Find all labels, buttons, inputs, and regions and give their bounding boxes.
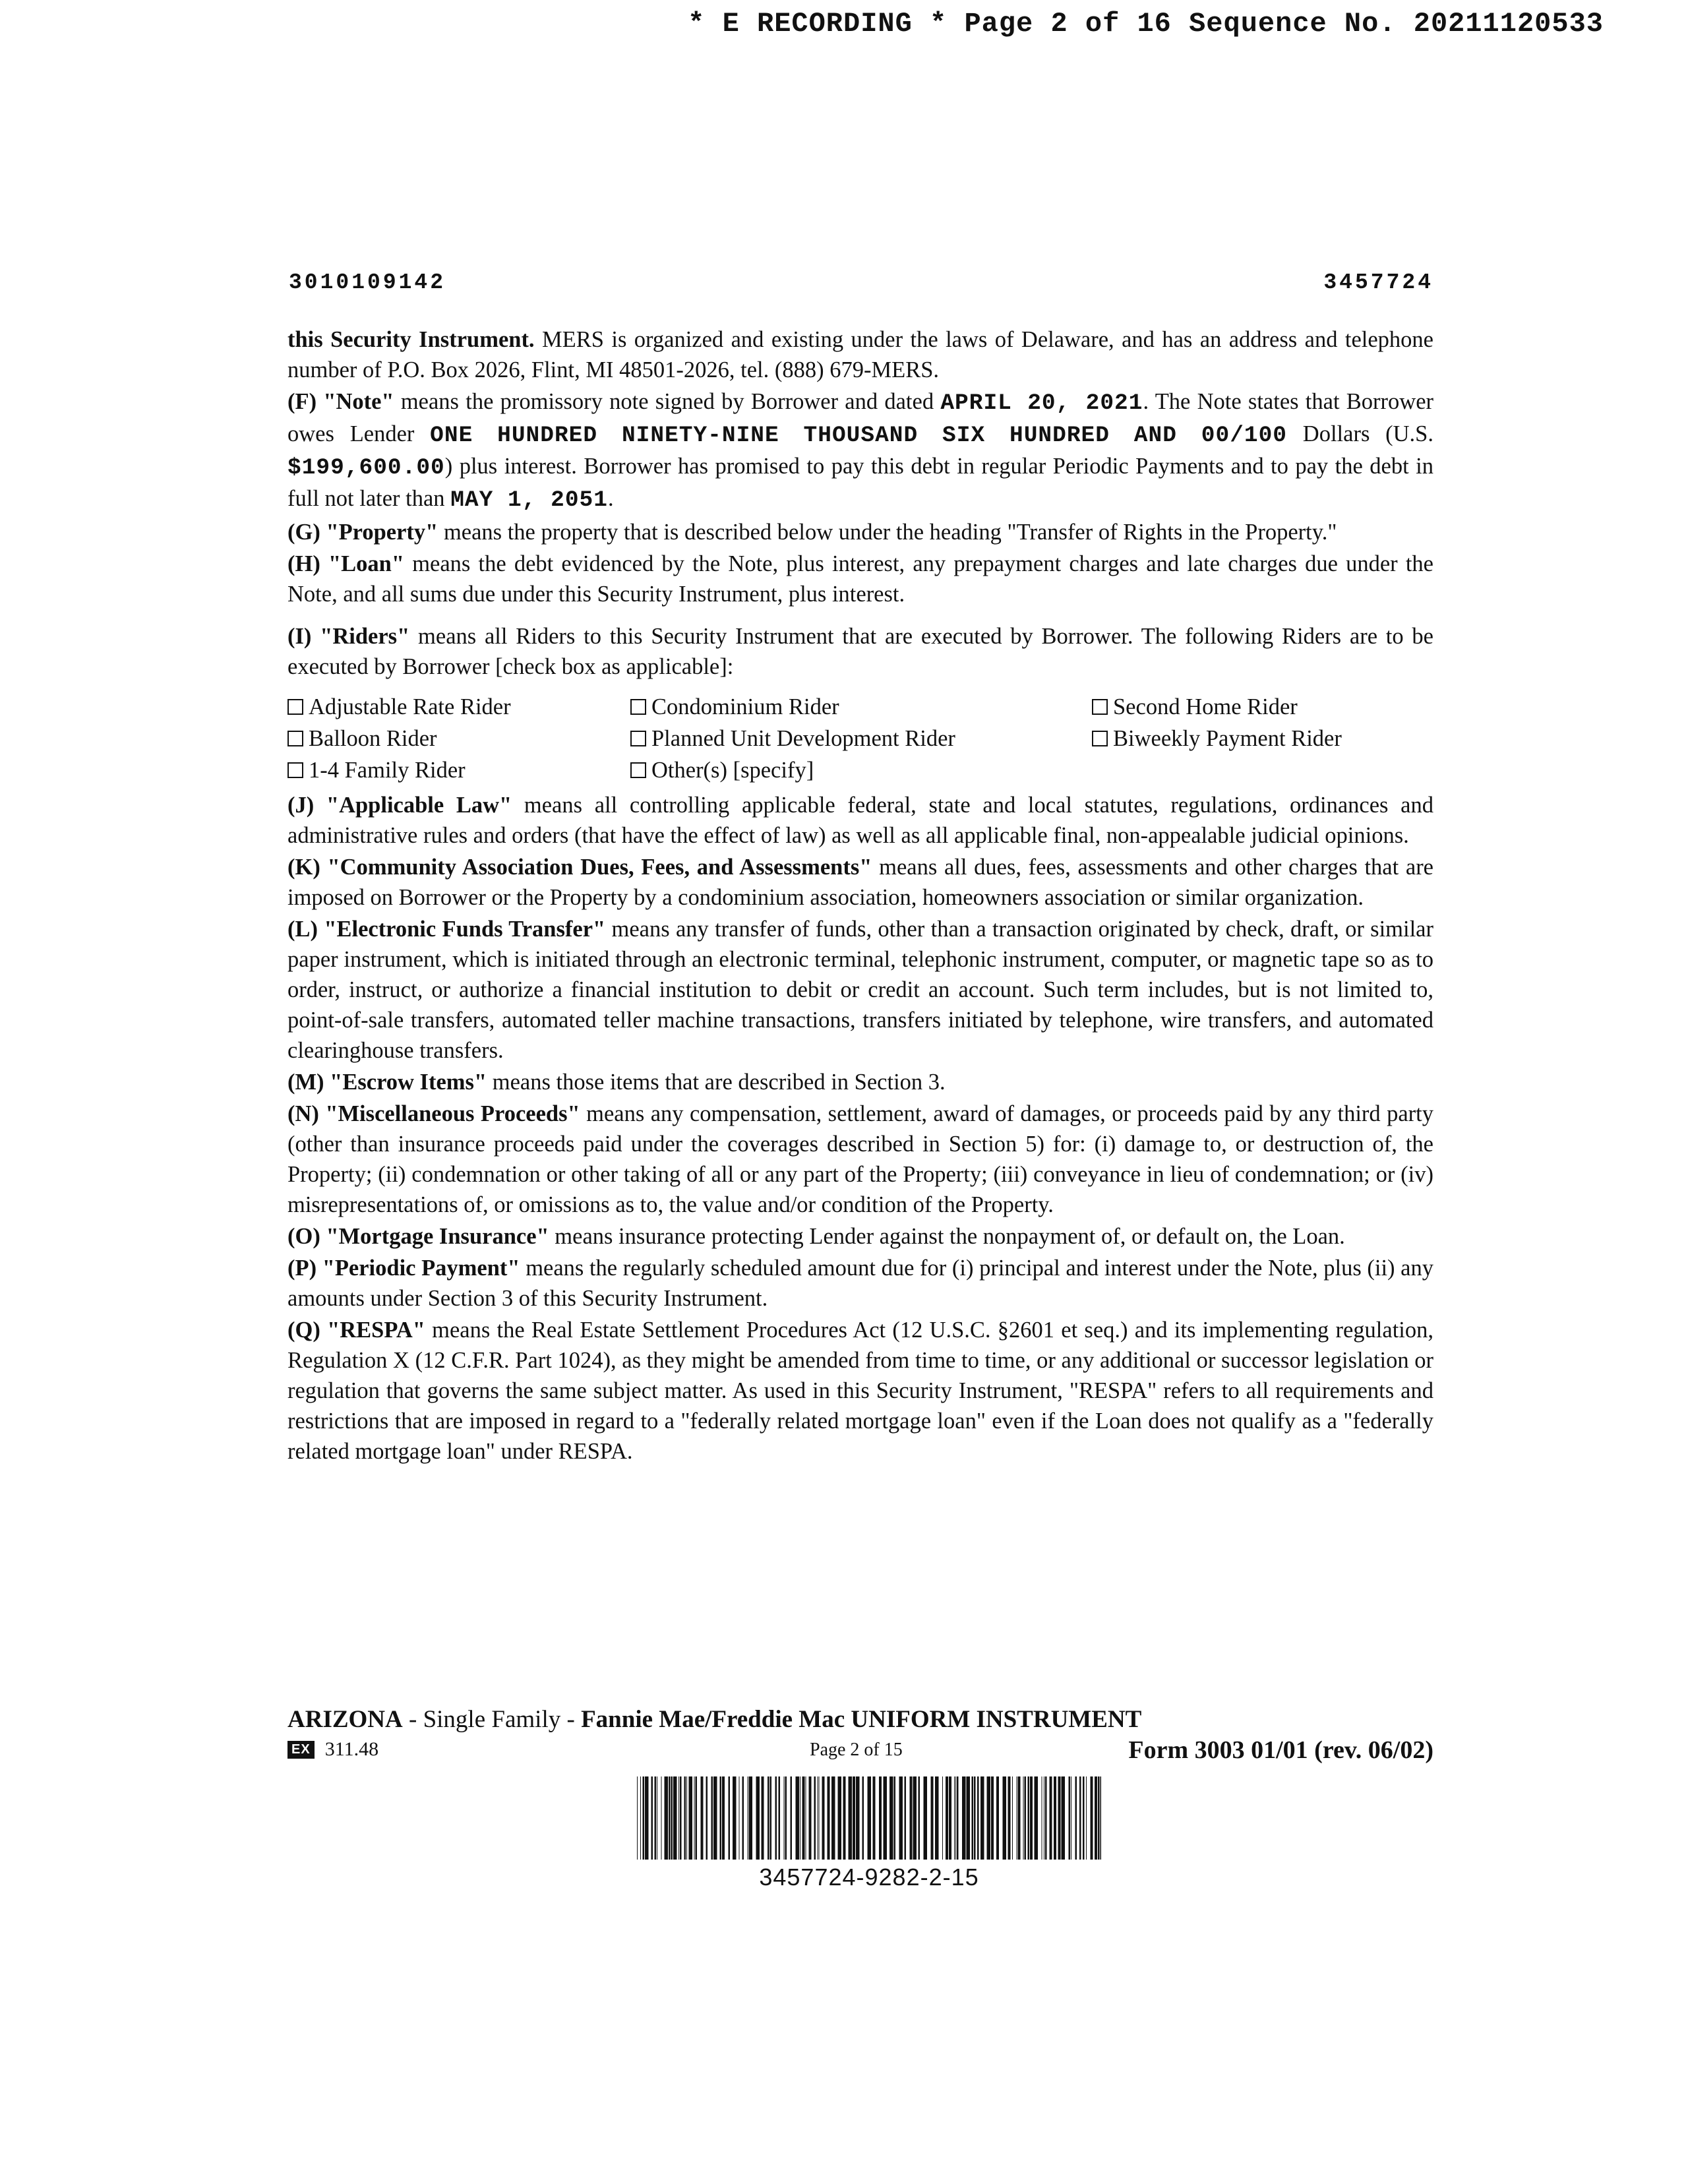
loan-numbers (289, 270, 1433, 295)
rider-option[interactable] (287, 723, 630, 754)
checkbox-icon[interactable] (287, 699, 303, 715)
def-text: means all Riders to this Security Instrument that are executed by Borrower. The following Riders are to be executed by Borrower [check box as applicable]: (287, 624, 1433, 679)
checkbox-icon[interactable] (1092, 699, 1108, 715)
definition-paragraph (287, 549, 1433, 609)
def-text: ) plus interest. Borrower has promised to pay this debt in regular Periodic Payments and to pay the debt in full not later than (287, 454, 1433, 511)
def-text: means any transfer of funds, other than a transaction originated by check, draft, or similar paper instrument, which is initiated through an electronic terminal, telephonic instrument, computer, or magnetic tape so as to order, instruct, or authorize a financial institution to debit or credit an account. Such term includes, but is not limited to, point-of-sale transfers, automated teller machine transactions, transfers initiated by telephone, wire transfers, and automated clearinghouse transfers. (287, 917, 1433, 1063)
def-term: "Mortgage Insurance" (326, 1224, 549, 1249)
definition-paragraph (287, 1099, 1433, 1220)
mers-paragraph (287, 324, 1433, 385)
footer-code (287, 1738, 378, 1761)
barcode-number: 3457724-9282-2-15 (759, 1864, 979, 1891)
rider-label: Second Home Rider (1113, 694, 1298, 719)
def-text: means all controlling applicable federal, state and local statutes, regulations, ordinances and administrative rules and orders (that have the effect of law) as well as all applicable final, non-appealable judicial opinions. (287, 793, 1433, 848)
footer-instrument: Fannie Mae/Freddie Mac UNIFORM INSTRUMENT (581, 1706, 1142, 1733)
rider-label: Adjustable Rate Rider (309, 694, 511, 719)
def-term: "RESPA" (327, 1318, 425, 1343)
note-maturity-date: MAY 1, 2051 (450, 487, 608, 513)
def-letter: (H) (287, 551, 328, 576)
footer-meta (287, 1736, 1433, 1766)
definition-paragraph (287, 1253, 1433, 1314)
def-letter: (F) (287, 389, 324, 414)
recording-header: * E RECORDING * Page 2 of 16 Sequence No. 20211120533 (688, 8, 1604, 40)
definitions-group-b (287, 790, 1433, 1467)
def-letter: (L) (287, 917, 324, 942)
footer-sep: - (560, 1706, 582, 1733)
def-term: "Applicable Law" (326, 793, 512, 818)
def-letter: (I) (287, 624, 320, 649)
def-text: means all dues, fees, assessments and other charges that are imposed on Borrower or the Property by a condominium association, homeowners association or similar organization. (287, 855, 1433, 910)
note-date: APRIL 20, 2021 (940, 390, 1143, 416)
def-text: means the debt evidenced by the Note, plus interest, any prepayment charges and late charges due under the Note, and all sums due under this Security Instrument, plus interest. (287, 551, 1433, 607)
definition-paragraph (287, 621, 1433, 682)
def-term: "Property" (326, 520, 438, 545)
definition-paragraph (287, 1315, 1433, 1467)
definitions-group-a (287, 517, 1433, 682)
def-letter: (K) (287, 855, 328, 880)
rider-option (1092, 754, 1433, 786)
def-letter: (G) (287, 520, 326, 545)
def-term: "Miscellaneous Proceeds" (325, 1101, 580, 1126)
document-body (287, 324, 1433, 1468)
rider-label: 1-4 Family Rider (309, 758, 466, 783)
def-text: means any compensation, settlement, award of damages, or proceeds paid by any third party (other than insurance proceeds paid under the coverages described in Section 5) for: (i) damage to, or destruction of, the Property; (ii) condemnation or other taking of all or any part of the Property; (iii) conveyance in lieu of condemnation; or (iv) misrepresentations of, or omissions as to, the value and/or condition of the Property. (287, 1101, 1433, 1217)
checkbox-icon[interactable] (287, 731, 303, 746)
def-text: . (607, 486, 614, 511)
definition-note (287, 386, 1433, 516)
rider-option[interactable] (287, 691, 630, 723)
definition-paragraph (287, 517, 1433, 547)
def-letter: (P) (287, 1256, 322, 1281)
checkbox-icon[interactable] (630, 762, 646, 778)
barcode-image (637, 1776, 1101, 1860)
def-text: means the property that is described below under the heading "Transfer of Rights in the Property." (438, 520, 1337, 545)
rider-label: Biweekly Payment Rider (1113, 726, 1342, 751)
def-text: means those items that are described in Section 3. (487, 1070, 946, 1095)
definition-paragraph (287, 1067, 1433, 1097)
footer-page-number: Page 2 of 15 (810, 1740, 903, 1760)
def-term: "Riders" (320, 624, 410, 649)
rider-option[interactable] (287, 754, 630, 786)
rider-label: Condominium Rider (651, 694, 839, 719)
mers-text: MERS is organized and existing under the laws of Delaware, and has an address and telephone number of P.O. Box 2026, Flint, MI 48501-2026, tel. (888) 679-MERS. (287, 327, 1433, 382)
rider-label: Planned Unit Development Rider (651, 726, 955, 751)
def-term: "Note" (323, 389, 394, 414)
top-left-number: 3010109142 (289, 270, 446, 295)
footer-code-number: 311.48 (324, 1738, 379, 1760)
rider-option[interactable] (630, 691, 1092, 723)
rider-option[interactable] (630, 723, 1092, 754)
footer-title (287, 1705, 1433, 1734)
definition-paragraph (287, 1221, 1433, 1252)
top-right-number: 3457724 (1323, 270, 1433, 295)
rider-option[interactable] (630, 754, 1092, 786)
def-letter: (O) (287, 1224, 326, 1249)
def-term: "Loan" (328, 551, 405, 576)
footer-sep: - (402, 1706, 423, 1733)
checkbox-icon[interactable] (1092, 731, 1108, 746)
def-term: "Electronic Funds Transfer" (324, 917, 606, 942)
ex-logo: EX (287, 1741, 315, 1759)
definition-paragraph (287, 790, 1433, 851)
def-letter: (N) (287, 1101, 326, 1126)
footer-family: Single Family (423, 1706, 561, 1733)
def-term: "Periodic Payment" (322, 1256, 520, 1281)
checkbox-icon[interactable] (287, 762, 303, 778)
note-amount: $199,600.00 (287, 455, 445, 481)
form-footer (287, 1705, 1433, 1766)
checkbox-icon[interactable] (630, 699, 646, 715)
def-term: "Community Association Dues, Fees, and Assessments" (327, 855, 872, 880)
rider-label: Other(s) [specify] (651, 758, 814, 783)
def-letter: (Q) (287, 1318, 328, 1343)
note-amount-words: ONE HUNDRED NINETY-NINE THOUSAND SIX HUNDRED AND 00/100 (430, 423, 1288, 448)
definition-paragraph (287, 852, 1433, 913)
def-text: means the Real Estate Settlement Procedures Act (12 U.S.C. §2601 et seq.) and its implementing regulation, Regulation X (12 C.F.R. Part 1024), as they might be amended from time to time, or any additional or successor legislation or regulation that governs the same subject matter. As used in this Security Instrument, "RESPA" refers to all requirements and restrictions that are imposed in regard to a "federally related mortgage loan" even if the Loan does not qualify as a "federally related mortgage loan" under RESPA. (287, 1318, 1433, 1464)
rider-option[interactable] (1092, 691, 1433, 723)
def-text: Dollars (U.S. (1287, 421, 1433, 446)
riders-checklist (287, 691, 1433, 786)
def-text: means the promissory note signed by Borrower and dated (394, 389, 941, 414)
rider-option[interactable] (1092, 723, 1433, 754)
checkbox-icon[interactable] (630, 731, 646, 746)
def-text: means the regularly scheduled amount due for (i) principal and interest under the Note, plus (ii) any amounts under Section 3 of this Security Instrument. (287, 1256, 1433, 1311)
def-text: . The Note states that Borrower owes Lender (287, 389, 1433, 446)
footer-form-number: Form 3003 01/01 (rev. 06/02) (1128, 1736, 1433, 1764)
def-term: "Escrow Items" (330, 1070, 487, 1095)
def-letter: (J) (287, 793, 326, 818)
rider-label: Balloon Rider (309, 726, 437, 751)
mers-bold: this Security Instrument. (287, 327, 535, 352)
footer-state: ARIZONA (287, 1706, 403, 1733)
def-letter: (M) (287, 1070, 330, 1095)
def-text: means insurance protecting Lender against the nonpayment of, or default on, the Loan. (549, 1224, 1345, 1249)
definition-paragraph (287, 914, 1433, 1066)
